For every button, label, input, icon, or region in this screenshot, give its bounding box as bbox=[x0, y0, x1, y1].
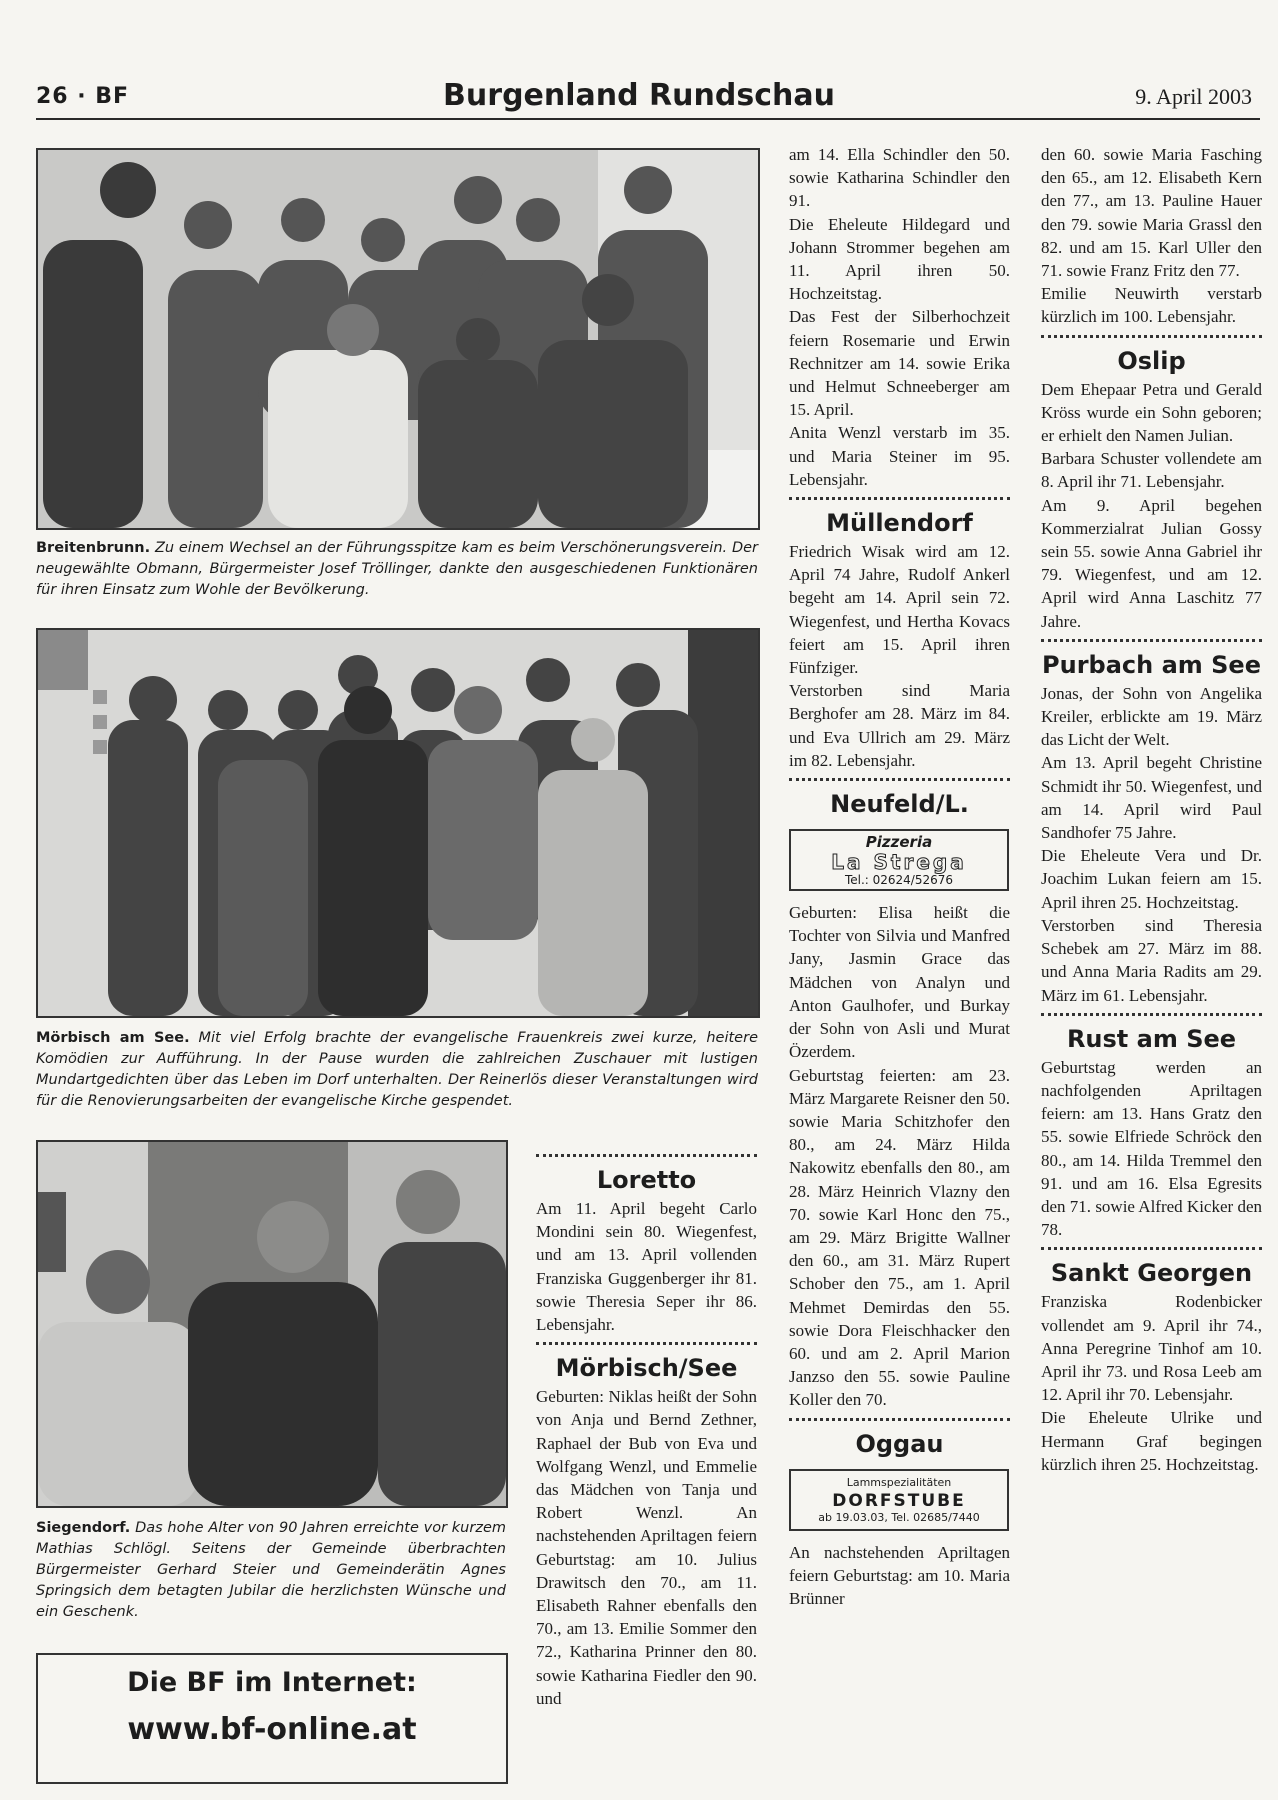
heading-oggau: Oggau bbox=[855, 1429, 944, 1458]
ad-line: La Strega bbox=[831, 850, 967, 875]
caption-breitenbrunn bbox=[36, 538, 758, 601]
caption-place: Breitenbrunn. bbox=[36, 540, 151, 556]
caption-moerbisch bbox=[36, 1028, 758, 1112]
ad-line: Tel.: 02624/52676 bbox=[844, 873, 954, 888]
article-text: Franziska Rodenbicker vollendet am 9. April ihr 74., Anna Peregrine Tinhof am 10. April ihr 73. und Rosa Leeb am 12. April ihr 70. Lebensjahr. bbox=[1041, 1292, 1262, 1405]
article-text: Emilie Neuwirth verstarb kürzlich im 100. Lebensjahr. bbox=[1041, 284, 1262, 327]
ad-line: ab 19.03.03, Tel. 02685/7440 bbox=[818, 1510, 980, 1524]
article-text: Dem Ehepaar Petra und Gerald Kröss wurde ein Sohn geboren; er erhielt den Namen Julian. bbox=[1041, 379, 1262, 446]
ad-line: Pizzeria bbox=[865, 833, 933, 852]
section-divider bbox=[1041, 639, 1262, 646]
internet-box bbox=[36, 1653, 508, 1784]
article-text: Geburtstag feierten: am 23. März Margarete Reisner den 50. sowie Maria Schitzhofer den 80., am 24. März Hilda Nakowitz ebenfalls den 80., am 28. März Heinrich Vlazny den 70. sowie Karl Honc den 75., am 29. März Brigitte Wallner den 60., am 31. März Rupert Schober den 75., am 1. April Mehmet Demirdas den 55. sowie Dora Fleischhacker den 60. und am 2. April Marion Janzso den 55. sowie Pauline Koller den 70. bbox=[789, 1065, 1010, 1410]
section-divider bbox=[536, 1154, 757, 1161]
caption-place: Mörbisch am See. bbox=[36, 1030, 190, 1046]
ad-pizzeria bbox=[789, 829, 1009, 891]
article-text: Barbara Schuster vollendete am 8. April ihr 71. Lebensjahr. bbox=[1041, 449, 1262, 492]
ad-dorfstube bbox=[789, 1469, 1009, 1531]
article-text: Am 13. April begeht Christine Schmidt ihr 50. Wiegenfest, und am 14. April wird Paul Sandhofer 75 Jahre. bbox=[1041, 753, 1262, 843]
caption-siegendorf bbox=[36, 1518, 506, 1623]
ad-line: DORFSTUBE bbox=[832, 1490, 966, 1511]
section-divider bbox=[1041, 335, 1262, 342]
heading-muellendorf: Müllendorf bbox=[826, 509, 973, 538]
column-loretto-moerbisch bbox=[536, 1148, 757, 1710]
article-text: Geburten: Elisa heißt die Tochter von Silvia und Manfred Jany, Jasmin Grace das Mädchen von Analyn und Anton Gaulhofer, und Burkay der Sohn von Asli und Murat Özerdem. bbox=[789, 903, 1010, 1062]
photo-moerbisch bbox=[36, 628, 760, 1018]
issue-date: 9. April 2003 bbox=[1135, 84, 1252, 109]
heading-sankt-georgen: Sankt Georgen bbox=[1050, 1259, 1253, 1288]
masthead-rule bbox=[36, 118, 1260, 120]
section-divider bbox=[536, 1342, 757, 1349]
heading-moerbisch: Mörbisch/See bbox=[555, 1354, 738, 1383]
newspaper-title: Burgenland Rundschau bbox=[443, 78, 835, 113]
internet-heading: Die BF im Internet: bbox=[127, 1667, 417, 1698]
article-text: Jonas, der Sohn von Angelika Kreiler, erblickte am 19. März das Licht der Welt. bbox=[1041, 683, 1262, 750]
section-divider bbox=[1041, 1013, 1262, 1020]
caption-text: Zu einem Wechsel an der Führungsspitze kam es beim Verschönerungsverein. Der neugewählte Obmann, Bürgermeister Josef Tröllinger, dankte den ausgeschiedenen Funktionären für ihren Einsatz zum Wohle der Bevölkerung. bbox=[36, 540, 758, 598]
article-text: Verstorben sind Theresia Schebek am 27. März im 88. und Anna Maria Radits am 29. März im 61. Lebensjahr. bbox=[1041, 915, 1262, 1005]
internet-url[interactable]: www.bf-online.at bbox=[127, 1712, 417, 1747]
article-text: An nachstehenden Apriltagen feiern Geburtstag: am 10. Maria Brünner bbox=[789, 1542, 1010, 1608]
caption-place: Siegendorf. bbox=[36, 1520, 131, 1536]
caption-text: Mit viel Erfolg brachte der evangelische Frauenkreis zwei kurze, heitere Komödien zur Aufführung. In der Pause wurden die zahlreichen Zuschauer mit lustigen Mundartgedichten über das Leben im Dorf unterhalten. Der Reinerlös dieser Veranstaltungen wird für die Renovierungsarbeiten der evangelische Kirche gespendet. bbox=[36, 1030, 758, 1109]
ad-line: Lammspezialitäten bbox=[846, 1475, 952, 1489]
column-3 bbox=[789, 143, 1010, 1610]
article-text: Die Eheleute Hildegard und Johann Strommer begehen am 11. April ihren 50. Hochzeitstag. bbox=[789, 214, 1010, 304]
caption-text: Das hohe Alter von 90 Jahren erreichte vor kurzem Mathias Schlögl. Seitens der Gemeinde überbrachten Bürgermeister Gerhard Steier und Gemeinderätin Agnes Springsich dem betagten Jubilar die herzlichsten Wünsche und ein Geschenk. bbox=[36, 1520, 506, 1620]
article-text: Die Eheleute Ulrike und Hermann Graf begingen kürzlich ihren 25. Hochzeitstag. bbox=[1041, 1408, 1262, 1474]
article-text: Am 9. April begehen Kommerzialrat Julian Gossy sein 55. sowie Anna Gabriel ihr 79. Wiegenfest, und am 12. April wird Anna Laschitz 77 Jahre. bbox=[1041, 495, 1262, 631]
column-4 bbox=[1041, 143, 1262, 1476]
section-divider bbox=[789, 497, 1010, 504]
article-text: Verstorben sind Maria Berghofer am 28. März im 84. und Eva Ullrich am 29. März im 82. Lebensjahr. bbox=[789, 681, 1010, 770]
article-text: am 14. Ella Schindler den 50. sowie Katharina Schindler den 91. bbox=[789, 145, 1010, 211]
heading-rust: Rust am See bbox=[1066, 1024, 1237, 1053]
photo-breitenbrunn bbox=[36, 148, 760, 530]
article-text: Geburtstag werden an nachfolgenden Apriltagen feiern: am 13. Hans Gratz den 55. sowie Elfriede Schröck den 80., am 14. Hilda Tremmel den 91. und am 16. Elsa Egresits den 71. sowie Alfred Kicker den 78. bbox=[1041, 1057, 1262, 1240]
article-text: den 60. sowie Maria Fasching den 65., am 12. Elisabeth Kern den 77., am 13. Pauline Hauer den 79. sowie Maria Grassl den 82. und am 15. Karl Uller den 71. sowie Franz Fritz den 77. bbox=[1041, 145, 1262, 281]
section-divider bbox=[1041, 1247, 1262, 1254]
photo-siegendorf bbox=[36, 1140, 508, 1508]
article-text: Das Fest der Silberhochzeit feiern Rosemarie und Erwin Rechnitzer am 14. sowie Erika und Helmut Schneeberger am 15. April. bbox=[789, 307, 1010, 420]
page-number-section: 26 · BF bbox=[36, 84, 130, 109]
heading-loretto: Loretto bbox=[596, 1166, 697, 1194]
heading-purbach: Purbach am See bbox=[1042, 650, 1261, 679]
article-text: Anita Wenzl verstarb im 35. und Maria Steiner im 95. Lebensjahr. bbox=[789, 423, 1010, 489]
heading-oslip: Oslip bbox=[1117, 346, 1186, 375]
heading-neufeld: Neufeld/L. bbox=[830, 790, 969, 819]
article-text: Die Eheleute Vera und Dr. Joachim Lukan feiern am 15. April ihren 25. Hochzeitstag. bbox=[1041, 846, 1262, 912]
article-moerbisch: Geburten: Niklas heißt der Sohn von Anja und Bernd Zethner, Raphael der Bub von Eva und Wolfgang Wenzl, und Emmelie das Mädchen von Tanja und Robert Wenzl. An nachstehenden Apriltagen feiern Geburtstag: am 10. Julius Drawitsch den 70., am 11. Elisabeth Rahner ebenfalls den 70., am 13. Emilie Sommer den 72., Katharina Prinner den 80. sowie Katharina Fiedler den 90. und bbox=[536, 1387, 757, 1708]
article-text: Friedrich Wisak wird am 12. April 74 Jahre, Rudolf Ankerl begeht am 14. April sein 72. Wiegenfest, und Hertha Kovacs feiert am 15. April ihren Fünfziger. bbox=[789, 542, 1010, 678]
article-loretto: Am 11. April begeht Carlo Mondini sein 80. Wiegenfest, und am 13. April vollenden Franziska Guggenberger ihr 81. sowie Theresia Seper ihr 86. Lebensjahr. bbox=[536, 1199, 757, 1335]
section-divider bbox=[789, 1418, 1010, 1425]
section-divider bbox=[789, 778, 1010, 785]
